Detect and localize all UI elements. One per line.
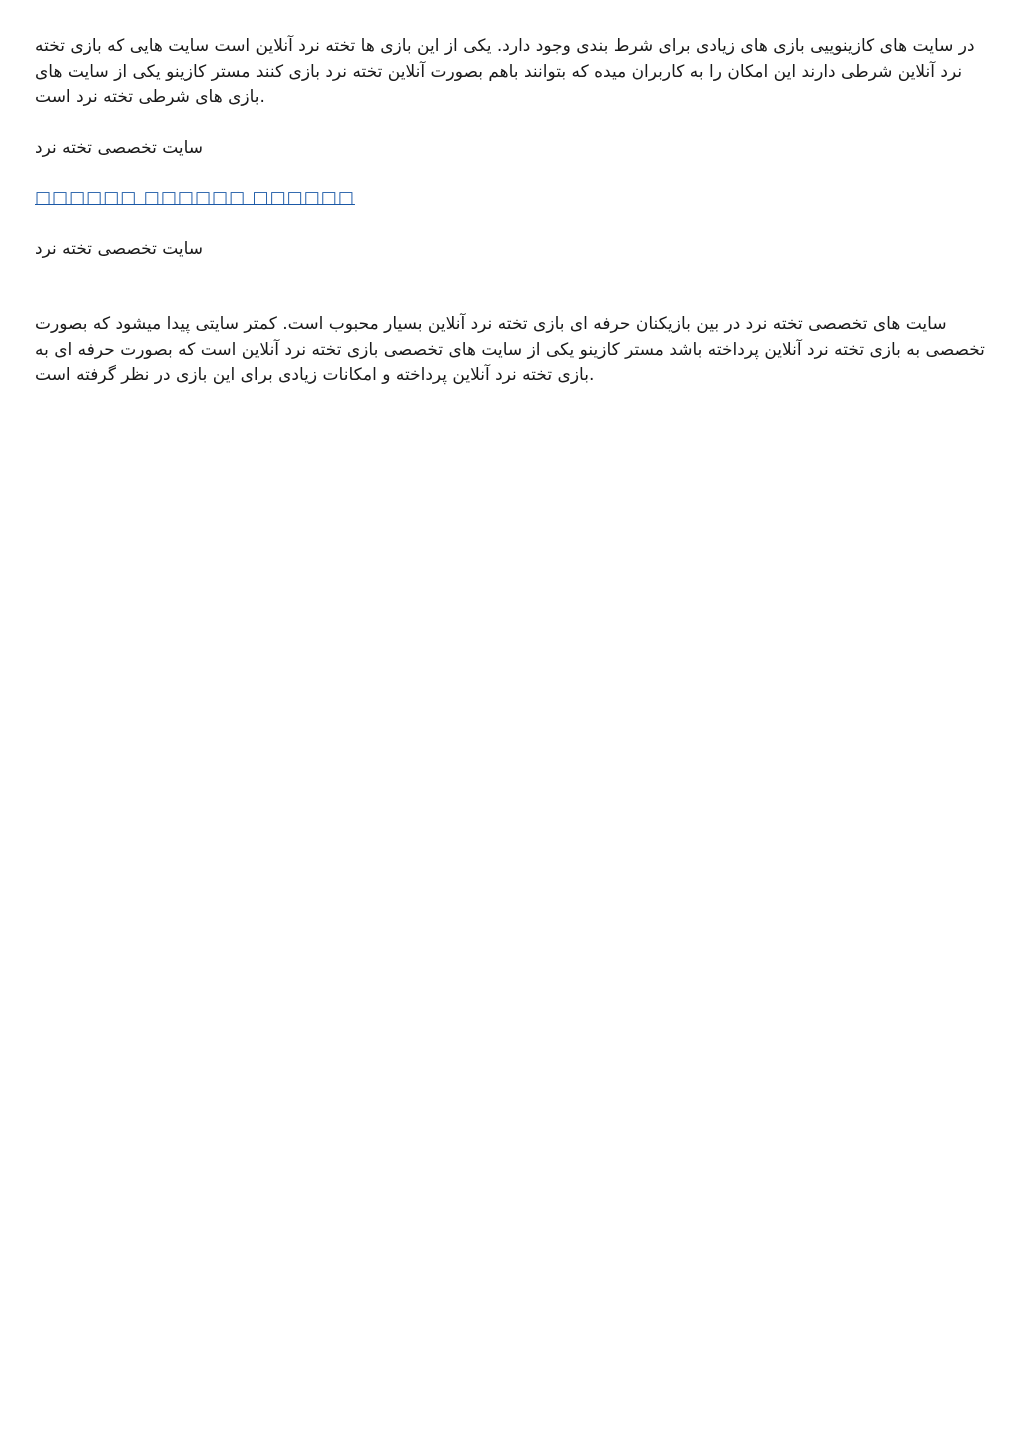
- blank-spacer: [35, 287, 995, 312]
- section-heading-2: سایت تخصصی تخته نرد: [35, 238, 204, 259]
- body-paragraph: سایت های تخصصی تخته نرد در بین بازیکنان حرفه ای بازی تخته نرد آنلاین بسیار محبوب است. کمتر سایتی پیدا میشود که بصورت تخصصی به بازی تخته نرد آنلاین پرداخته باشد مستر کازینو یکی از سایت های تخصصی بازی تخته نرد آنلاین است که بصورت حرفه ای به بازی تخته نرد آنلاین پرداخته و امکانات زیادی برای این بازی در نظر گرفته است.: [35, 314, 985, 385]
- section-heading-1: سایت تخصصی تخته نرد: [35, 137, 204, 158]
- document-body: [35, 34, 995, 414]
- broken-glyph-link[interactable]: □□□□□□ □□□□□□ □□□□□□: [35, 188, 355, 208]
- intro-paragraph: در سایت های کازینوییی بازی های زیادی برای شرط بندی وجود دارد. یکی از این بازی ها تخته نرد آنلاین است سایت هایی که بازی تخته نرد آنلاین شرطی دارند این امکان را به کاربران میده که بتوانند باهم بصورت آنلاین تخته نرد بازی کنند مستر کازینو یکی از سایت های بازی های شرطی تخته نرد است.: [35, 36, 975, 107]
